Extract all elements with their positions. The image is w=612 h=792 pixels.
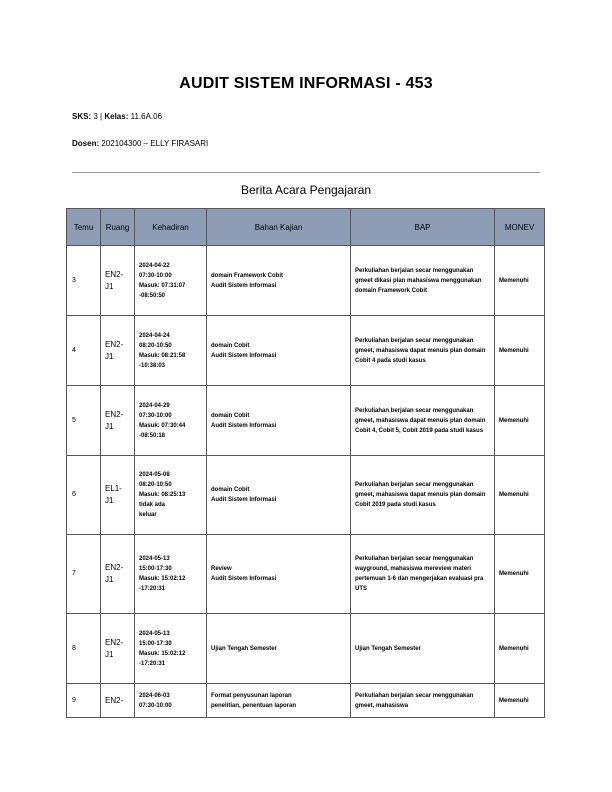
kehadiran-line: 15:00-17:30 xyxy=(139,640,172,647)
cell-bap xyxy=(351,456,495,535)
cell-bahan-kajian xyxy=(207,535,351,614)
kehadiran-line: -08:50:50 xyxy=(139,292,166,299)
kehadiran-line: -17:20:31 xyxy=(139,660,166,667)
cell-bahan-kajian xyxy=(207,386,351,456)
table-row xyxy=(67,316,545,386)
page-title: AUDIT SISTEM INFORMASI - 453 xyxy=(179,75,433,92)
kehadiran-line: Masuk: 07:31:07 xyxy=(139,282,186,289)
cell-monev: Memenuhi xyxy=(495,386,545,456)
cell-temu: 4 xyxy=(67,316,101,386)
kehadiran-line: -17:20:31 xyxy=(139,586,166,592)
cell-temu: 5 xyxy=(67,386,101,456)
kehadiran-line: keluar xyxy=(139,512,157,518)
kehadiran-line: 2024-04-29 xyxy=(139,402,170,409)
bahan-line: Audit Sistem Informasi xyxy=(211,576,277,582)
kehadiran-line: 2024-04-22 xyxy=(139,262,170,269)
bahan-line: Audit Sistem Informasi xyxy=(211,497,277,503)
sks-label: SKS: xyxy=(72,112,92,121)
table-row xyxy=(67,684,545,718)
cell-monev: Memenuhi xyxy=(495,456,545,535)
header-monev: MONEV xyxy=(495,209,545,246)
dosen-line xyxy=(72,139,208,148)
header-bap: BAP xyxy=(351,209,495,246)
cell-temu: 7 xyxy=(67,535,101,614)
kehadiran-line: tidak ada xyxy=(139,502,166,508)
cell-temu: 8 xyxy=(67,614,101,684)
cell-ruang: EN2- xyxy=(101,684,135,718)
cell-bahan-kajian xyxy=(207,684,351,718)
cell-bahan-kajian xyxy=(207,456,351,535)
kehadiran-line: Masuk: 15:02:12 xyxy=(139,576,186,582)
cell-ruang: EN2-J1 xyxy=(101,535,135,614)
bahan-line: domain Cobit xyxy=(211,342,250,349)
kehadiran-line: Masuk: 08:25:13 xyxy=(139,492,186,498)
header-bahan-kajian: Bahan Kajian xyxy=(207,209,351,246)
cell-kehadiran xyxy=(135,456,207,535)
table-row xyxy=(67,456,545,535)
kehadiran-line: 07:30-10:00 xyxy=(139,272,172,279)
cell-kehadiran xyxy=(135,386,207,456)
kehadiran-line: 2024-05-08 xyxy=(139,472,170,478)
bap-text: Perkuliahan berjalan secar menggunakan gmeet, mahasiswa dapat menuis plan domain Cobit 2019 pada studi kasus xyxy=(355,482,486,508)
cell-kehadiran xyxy=(135,535,207,614)
cell-temu: 9 xyxy=(67,684,101,718)
bap-text: Perkuliahan berjalan secar menggunakan gmeet, mahasiswa dapat menuis plan domain Cobit 4, Cobit 5, Cobit 2019 pada studi kasus xyxy=(355,407,486,434)
table-row xyxy=(67,535,545,614)
kehadiran-line: 2024-05-13 xyxy=(139,556,170,562)
cell-kehadiran xyxy=(135,246,207,316)
cell-temu: 3 xyxy=(67,246,101,316)
course-meta-line xyxy=(72,112,162,121)
cell-monev: Memenuhi xyxy=(495,316,545,386)
cell-temu: 6 xyxy=(67,456,101,535)
header-temu: Temu xyxy=(67,209,101,246)
kehadiran-line: 2024-05-13 xyxy=(139,630,170,637)
dosen-label: Dosen: xyxy=(72,139,100,148)
kehadiran-line: -10:38:03 xyxy=(139,362,166,369)
bahan-line: Audit Sistem Informasi xyxy=(211,352,277,359)
kehadiran-line: Masuk: 08:21:58 xyxy=(139,352,186,359)
cell-bahan-kajian xyxy=(207,246,351,316)
table-row xyxy=(67,386,545,456)
cell-monev: Memenuhi xyxy=(495,535,545,614)
bahan-line: domain Cobit xyxy=(211,487,250,493)
cell-bap xyxy=(351,684,495,718)
bahan-line: Audit Sistem Informasi xyxy=(211,282,277,289)
kelas-label: Kelas: xyxy=(104,112,129,121)
divider xyxy=(72,172,540,173)
bap-text: Perkuliahan berjalan secar menggunakan gmeet, mahasiswa xyxy=(355,692,474,709)
table-row xyxy=(67,246,545,316)
kehadiran-line: -08:50:18 xyxy=(139,432,166,439)
kehadiran-line: 2024-04-24 xyxy=(139,332,170,339)
kehadiran-line: 08:20-10:50 xyxy=(139,342,172,349)
kehadiran-line: 08:20-10:50 xyxy=(139,482,172,488)
header-kehadiran: Kehadiran xyxy=(135,209,207,246)
bahan-line: domain Framework Cobit xyxy=(211,272,284,279)
separator: | xyxy=(100,112,103,121)
cell-kehadiran xyxy=(135,316,207,386)
cell-ruang: EN2-J1 xyxy=(101,246,135,316)
kehadiran-line: Masuk: 07:30:44 xyxy=(139,422,186,429)
kehadiran-line: 2024-06-03 xyxy=(139,692,170,699)
bap-text: Ujian Tengah Semester xyxy=(355,645,421,652)
bap-text: Perkuliahan berjalan secar menggunakan gmeet, mahasiswa dapat menuis plan domain Cobit 4 pada studi kasus xyxy=(355,337,486,364)
cell-monev: Memenuhi xyxy=(495,684,545,718)
bahan-line: Review xyxy=(211,566,232,572)
bap-text: Perkuliahan berjalan secar menggunakan wayground, mahasiswa mereview materi pertemuan 1-6 dan mengerjakan evaluasi pra UTS xyxy=(355,556,484,592)
kehadiran-line: 07:30-10:00 xyxy=(139,412,172,419)
cell-bahan-kajian xyxy=(207,614,351,684)
kelas-value: 11.6A.06 xyxy=(130,112,163,121)
cell-ruang: EN2-J1 xyxy=(101,316,135,386)
cell-monev: Memenuhi xyxy=(495,246,545,316)
dosen-value: 202104300 – ELLY FIRASARI xyxy=(101,139,209,148)
cell-bap xyxy=(351,316,495,386)
kehadiran-line: Masuk: 15:02:12 xyxy=(139,650,186,657)
cell-monev: Memenuhi xyxy=(495,614,545,684)
bahan-line: domain Cobit xyxy=(211,412,250,419)
cell-kehadiran xyxy=(135,684,207,718)
cell-bahan-kajian xyxy=(207,316,351,386)
bap-text: Perkuliahan berjalan secar menggunakan gmeet dikasi plan mahasiswa menggunakan domain Framework Cobit xyxy=(355,267,482,294)
cell-bap xyxy=(351,246,495,316)
table-header-row xyxy=(67,209,545,246)
cell-ruang: EN2-J1 xyxy=(101,386,135,456)
header-ruang: Ruang xyxy=(101,209,135,246)
bahan-line: Ujian Tengah Semester xyxy=(211,645,277,652)
kehadiran-line: 15:00-17:30 xyxy=(139,566,172,572)
cell-bap xyxy=(351,535,495,614)
sks-value: 3 xyxy=(93,112,98,121)
bahan-line: Audit Sistem Informasi xyxy=(211,422,277,429)
cell-ruang: EN2-J1 xyxy=(101,614,135,684)
bahan-line: penelitian, penentuan laporan xyxy=(211,702,297,709)
bahan-line: Format penyusunan laporan xyxy=(211,692,292,699)
cell-bap xyxy=(351,614,495,684)
cell-ruang: EL1-J1 xyxy=(101,456,135,535)
table-row xyxy=(67,614,545,684)
cell-bap xyxy=(351,386,495,456)
kehadiran-line: 07:30-10:00 xyxy=(139,702,172,709)
cell-kehadiran xyxy=(135,614,207,684)
bap-table xyxy=(66,208,545,718)
section-title: Berita Acara Pengajaran xyxy=(240,183,372,197)
